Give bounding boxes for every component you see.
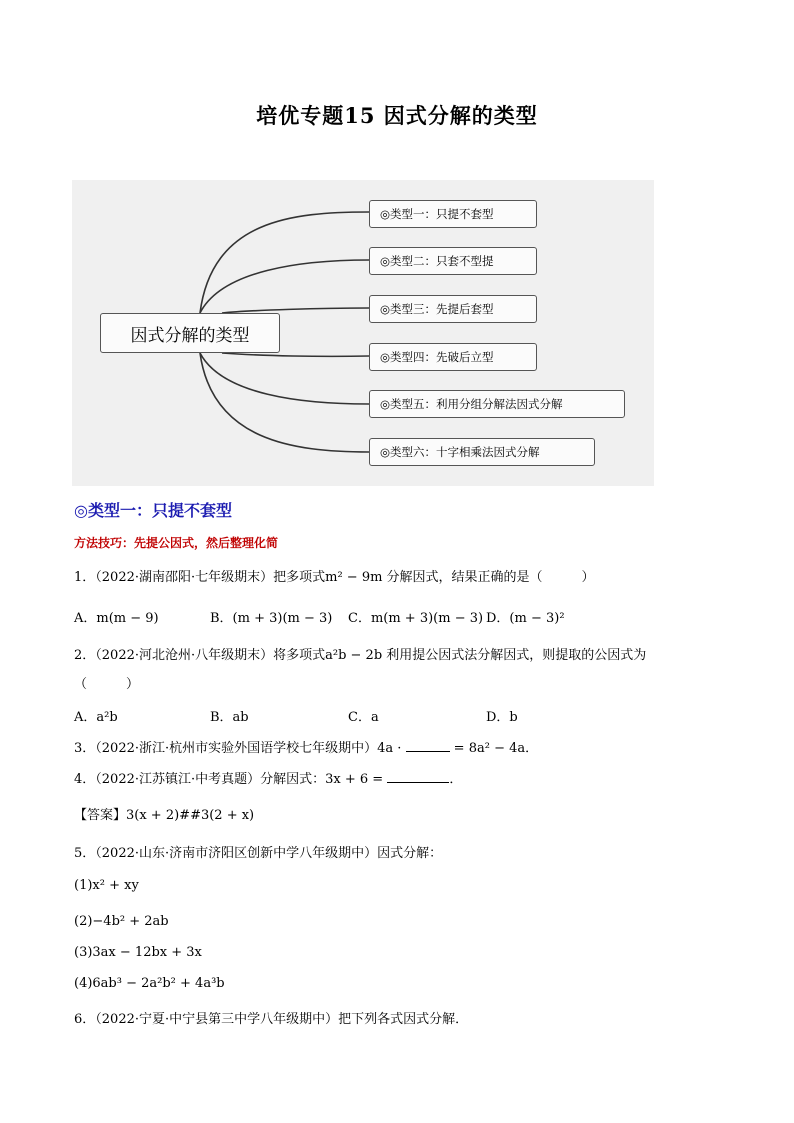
page-title: 培优专题15 因式分解的类型	[256, 103, 538, 128]
connector-2	[200, 260, 369, 313]
mind-map-node-4: ◎类型四：先破后立型	[369, 343, 537, 371]
question-1-option-b: B．(m + 3)(m − 3)	[210, 611, 333, 626]
question-4	[74, 768, 462, 787]
mind-map-center-node: 因式分解的类型	[100, 313, 280, 353]
connector-4	[222, 353, 369, 356]
answer-line: 【答案】3(x + 2)##3(2 + x)	[74, 808, 255, 823]
mind-map-node-1: ◎类型一：只提不套型	[369, 200, 537, 228]
question-5-stem: 5．（2022·山东·济南市济阳区创新中学八年级期中）因式分解：	[74, 846, 443, 861]
method-tip: 方法技巧：先提公因式，然后整理化简	[74, 536, 279, 550]
question-1-option-c: C．m(m + 3)(m − 3)	[348, 611, 484, 626]
question-3-text-after: = 8a² − 4a．	[449, 741, 539, 756]
section-heading: ◎类型一：只提不套型	[74, 501, 232, 520]
answer-blank[interactable]	[406, 739, 450, 752]
mind-map-node-2: ◎类型二：只套不型提	[369, 247, 537, 275]
answer-blank[interactable]	[387, 770, 449, 783]
mind-map-node-3: ◎类型三：先提后套型	[369, 295, 537, 323]
question-4-text-after: ．	[449, 772, 463, 787]
question-3-text-before: 3．（2022·浙江·杭州市实验外国语学校七年级期中）4a ·	[74, 741, 406, 756]
question-6-stem: 6．（2022·宁夏·中宁县第三中学八年级期中）把下列各式因式分解．	[74, 1012, 469, 1027]
question-5-item-3: (3)3ax − 12bx + 3x	[74, 945, 202, 960]
question-2-option-d: D．b	[486, 710, 518, 725]
question-1-option-d: D．(m − 3)²	[486, 611, 565, 626]
mind-map-diagram	[72, 180, 654, 486]
question-2-stem-paren: （ ）	[74, 677, 140, 692]
mind-map-node-5: ◎类型五：利用分组分解法因式分解	[369, 390, 625, 418]
question-1-stem: 1．（2022·湖南邵阳·七年级期末）把多项式m² − 9m 分解因式，结果正确的是（ ）	[74, 570, 595, 585]
question-5-item-2: (2)−4b² + 2ab	[74, 914, 169, 929]
question-4-text-before: 4．（2022·江苏镇江·中考真题）分解因式：3x + 6 =	[74, 772, 388, 787]
connector-6	[200, 353, 369, 452]
question-2-option-b: B．ab	[210, 710, 249, 725]
question-3	[74, 737, 538, 756]
question-2-stem: 2．（2022·河北沧州·八年级期末）将多项式a²b − 2b 利用提公因式法分解因式，则提取的公因式为	[74, 648, 647, 663]
connector-5	[200, 353, 369, 404]
question-2-option-c: C．a	[348, 710, 379, 725]
question-2-option-a: A．a²b	[74, 710, 118, 725]
question-5-item-1: (1)x² + xy	[74, 878, 139, 893]
question-1-option-a: A．m(m − 9)	[74, 611, 159, 626]
question-5-item-4: (4)6ab³ − 2a²b² + 4a³b	[74, 976, 225, 991]
connector-1	[200, 212, 369, 313]
mind-map-node-6: ◎类型六：十字相乘法因式分解	[369, 438, 595, 466]
